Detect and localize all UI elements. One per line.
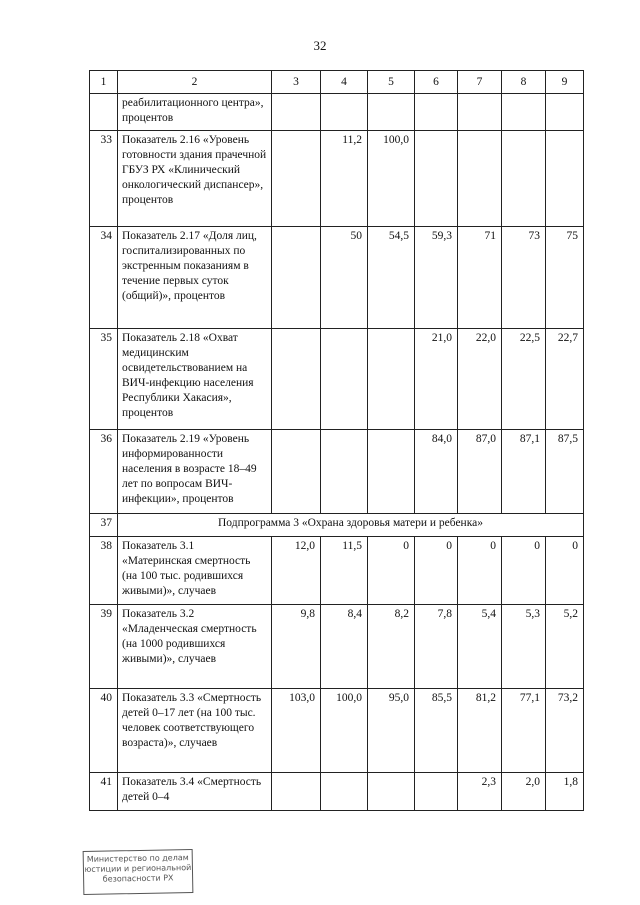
indicator-value: 84,0 <box>415 430 458 514</box>
table-header-row <box>90 71 584 94</box>
row-number: 41 <box>90 773 118 811</box>
indicator-value: 0 <box>502 537 546 605</box>
indicator-value <box>502 94 546 131</box>
indicator-value <box>272 430 321 514</box>
row-number: 35 <box>90 329 118 430</box>
indicator-name: Показатель 2.16 «Уровень готовности здания прачечной ГБУЗ РХ «Клинический онкологический диспансер», процентов <box>118 131 272 227</box>
table-row <box>90 227 584 329</box>
indicator-value: 7,8 <box>415 605 458 689</box>
indicator-name: Показатель 2.18 «Охват медицинским освидетельствованием на ВИЧ-инфекцию населения Республики Хакасия», процентов <box>118 329 272 430</box>
indicator-value <box>321 430 368 514</box>
indicator-value: 21,0 <box>415 329 458 430</box>
column-header: 2 <box>118 71 272 94</box>
indicator-value <box>458 131 502 227</box>
indicator-name: Показатель 3.4 «Смертность детей 0–4 <box>118 773 272 811</box>
indicator-value: 59,3 <box>415 227 458 329</box>
column-header: 1 <box>90 71 118 94</box>
indicator-value: 95,0 <box>368 689 415 773</box>
indicator-value <box>272 94 321 131</box>
table-row <box>90 537 584 605</box>
indicator-value <box>368 773 415 811</box>
indicator-name: Показатель 3.1 «Материнская смертность (на 100 тыс. родившихся живыми)», случаев <box>118 537 272 605</box>
column-header: 5 <box>368 71 415 94</box>
column-header: 4 <box>321 71 368 94</box>
indicator-value <box>415 131 458 227</box>
indicator-name: Показатель 3.3 «Смертность детей 0–17 лет (на 100 тыс. человек соответствующего возраста)», случаев <box>118 689 272 773</box>
section-row <box>90 514 584 537</box>
indicator-value: 87,0 <box>458 430 502 514</box>
indicator-value <box>272 227 321 329</box>
indicator-value: 12,0 <box>272 537 321 605</box>
indicator-value: 11,5 <box>321 537 368 605</box>
indicator-value: 22,0 <box>458 329 502 430</box>
indicator-value: 100,0 <box>368 131 415 227</box>
section-title: Подпрограмма 3 «Охрана здоровья матери и ребенка» <box>118 514 584 537</box>
indicator-value <box>272 329 321 430</box>
indicator-value: 0 <box>546 537 584 605</box>
indicator-value: 5,2 <box>546 605 584 689</box>
indicator-value <box>368 329 415 430</box>
column-header: 3 <box>272 71 321 94</box>
indicator-value <box>272 773 321 811</box>
indicator-name: Показатель 3.2 «Младенческая смертность (на 1000 родившихся живыми)», случаев <box>118 605 272 689</box>
table-row <box>90 329 584 430</box>
indicator-value <box>321 773 368 811</box>
indicator-value: 71 <box>458 227 502 329</box>
indicator-value <box>321 94 368 131</box>
indicator-value <box>502 131 546 227</box>
indicator-value: 100,0 <box>321 689 368 773</box>
indicator-value: 75 <box>546 227 584 329</box>
indicator-value: 73 <box>502 227 546 329</box>
indicator-value <box>415 773 458 811</box>
row-number: 36 <box>90 430 118 514</box>
indicator-value: 0 <box>368 537 415 605</box>
indicator-value: 1,8 <box>546 773 584 811</box>
indicator-name: Показатель 2.19 «Уровень информированности населения в возрасте 18–49 лет по вопросам ВИЧ-инфекции», процентов <box>118 430 272 514</box>
indicator-value: 22,5 <box>502 329 546 430</box>
table-row <box>90 430 584 514</box>
indicator-value: 5,3 <box>502 605 546 689</box>
indicator-value: 9,8 <box>272 605 321 689</box>
column-header: 8 <box>502 71 546 94</box>
indicator-value <box>415 94 458 131</box>
indicator-value: 87,1 <box>502 430 546 514</box>
indicators-table <box>89 70 584 811</box>
indicator-value <box>272 131 321 227</box>
row-number <box>90 94 118 131</box>
indicator-value: 103,0 <box>272 689 321 773</box>
page-number: 32 <box>313 38 327 53</box>
column-header: 6 <box>415 71 458 94</box>
column-header: 9 <box>546 71 584 94</box>
indicator-value: 87,5 <box>546 430 584 514</box>
indicator-value: 0 <box>415 537 458 605</box>
indicator-value: 8,2 <box>368 605 415 689</box>
indicator-value: 11,2 <box>321 131 368 227</box>
indicator-value <box>458 94 502 131</box>
table-row <box>90 94 584 131</box>
column-header: 7 <box>458 71 502 94</box>
indicator-value <box>368 430 415 514</box>
indicator-value <box>546 94 584 131</box>
indicator-value <box>321 329 368 430</box>
indicator-value <box>546 131 584 227</box>
row-number: 39 <box>90 605 118 689</box>
row-number: 38 <box>90 537 118 605</box>
indicator-value: 85,5 <box>415 689 458 773</box>
indicator-value: 22,7 <box>546 329 584 430</box>
row-number: 33 <box>90 131 118 227</box>
indicator-value: 2,0 <box>502 773 546 811</box>
indicator-name: Показатель 2.17 «Доля лиц, госпитализированных по экстренным показаниям в течение первых суток (общий)», процентов <box>118 227 272 329</box>
indicator-name: реабилитационного центра», процентов <box>118 94 272 131</box>
indicator-value: 77,1 <box>502 689 546 773</box>
indicator-value: 8,4 <box>321 605 368 689</box>
indicator-value: 54,5 <box>368 227 415 329</box>
table-row <box>90 605 584 689</box>
row-number: 34 <box>90 227 118 329</box>
registry-stamp: Министерство по делам юстиции и региональной безопасности РХ <box>83 849 194 895</box>
indicator-value: 2,3 <box>458 773 502 811</box>
table-row <box>90 131 584 227</box>
row-number: 40 <box>90 689 118 773</box>
indicator-value: 5,4 <box>458 605 502 689</box>
indicator-value: 73,2 <box>546 689 584 773</box>
table-row <box>90 773 584 811</box>
indicator-value: 81,2 <box>458 689 502 773</box>
indicator-value: 0 <box>458 537 502 605</box>
indicator-value <box>368 94 415 131</box>
indicator-value: 50 <box>321 227 368 329</box>
row-number: 37 <box>90 514 118 537</box>
table-row <box>90 689 584 773</box>
